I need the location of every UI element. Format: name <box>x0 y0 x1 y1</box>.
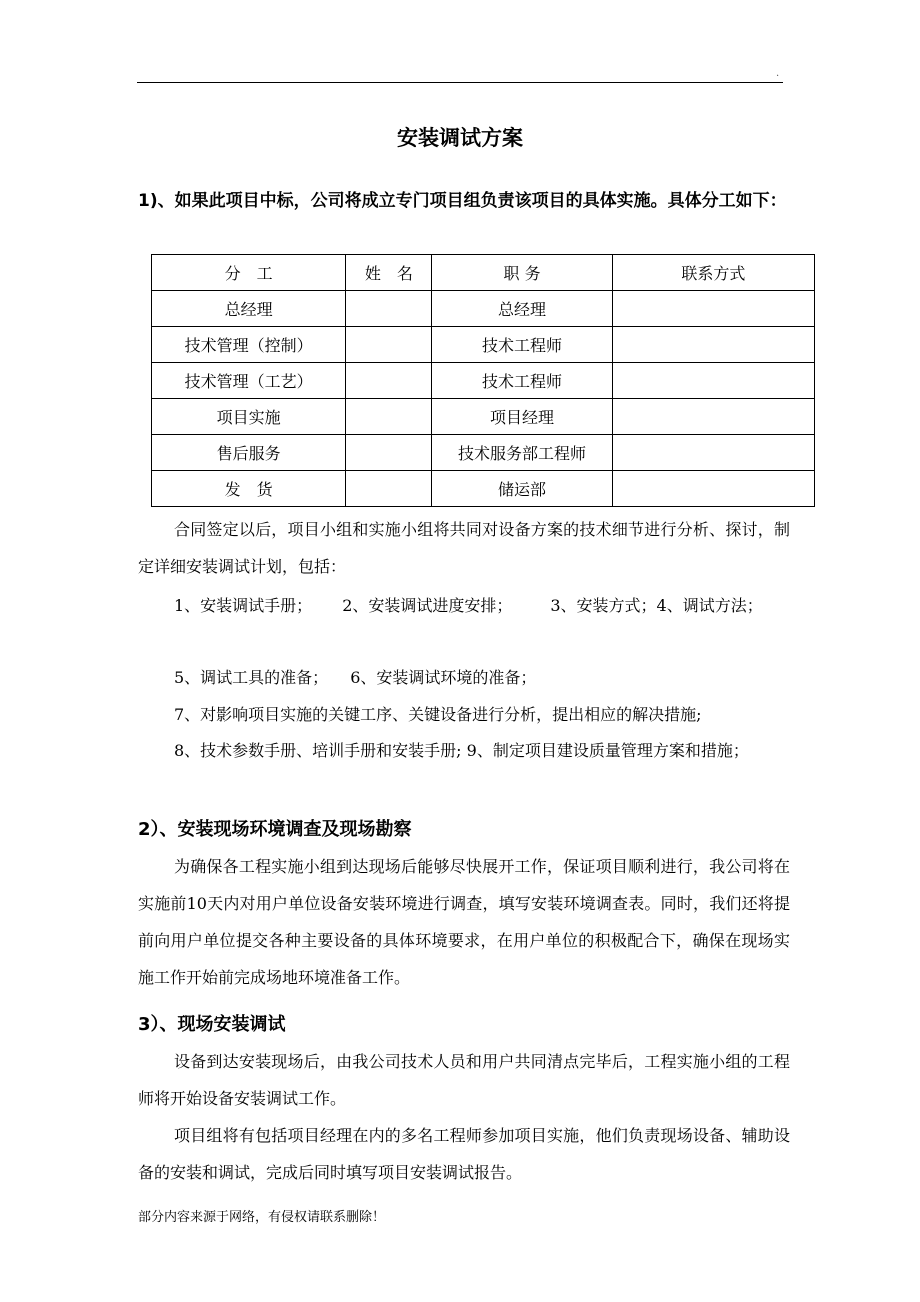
section3-paragraph-2: 项目组将有包括项目经理在内的多名工程师参加项目实施，他们负责现场设备、辅助设备的安装和调试，完成后同时填写项目安装调试报告。 <box>138 1126 790 1182</box>
staff-table <box>151 254 815 507</box>
cell-position: 技术工程师 <box>432 327 612 363</box>
section3-heading: 3）、现场安装调试 <box>138 1014 286 1035</box>
footer-note: 部分内容来源于网络，有侵权请联系删除！ <box>138 1210 386 1225</box>
cell-contact <box>612 363 814 399</box>
section3-paragraph-1: 设备到达安装现场后，由我公司技术人员和用户共同清点完毕后，工程实施小组的工程师将开始设备安装调试工作。 <box>138 1052 790 1108</box>
header-role: 分 工 <box>152 255 346 291</box>
table-row <box>152 327 815 363</box>
header-dot: . <box>776 68 780 79</box>
cell-role: 技术管理（控制） <box>152 327 346 363</box>
cell-contact <box>612 471 814 507</box>
section2-paragraph: 为确保各工程实施小组到达现场后能够尽快展开工作，保证项目顺利进行，我公司将在实施前10天内对用户单位设备安装环境进行调查，填写安装环境调查表。同时，我们还将提前向用户单位提交各种主要设备的具体环境要求，在用户单位的积极配合下，确保在现场实施工作开始前完成场地环境准备工作。 <box>138 857 790 987</box>
plan-item-7: 7、对影响项目实施的关键工序、关键设备进行分析，提出相应的解决措施; <box>174 705 702 724</box>
header-position: 职 务 <box>432 255 612 291</box>
table-row <box>152 471 815 507</box>
plan-item-2: 2、安装调试进度安排； <box>342 596 513 615</box>
plan-item-1: 1、安装调试手册； <box>174 596 313 615</box>
cell-contact <box>612 327 814 363</box>
table-row <box>152 363 815 399</box>
document-title: 安装调试方案 <box>397 126 523 150</box>
plan-items-1-4 <box>138 587 790 624</box>
section1-paragraph: 合同签定以后，项目小组和实施小组将共同对设备方案的技术细节进行分析、探讨，制定详细安装调试计划，包括： <box>138 520 790 576</box>
plan-items-8-9: 8、技术参数手册、培训手册和安装手册; 9、制定项目建设质量管理方案和措施； <box>174 741 749 760</box>
cell-role: 总经理 <box>152 291 346 327</box>
cell-position: 技术服务部工程师 <box>432 435 612 471</box>
cell-contact <box>612 435 814 471</box>
intro-paragraph: 1)、如果此项目中标，公司将成立专门项目组负责该项目的具体实施。具体分工如下： <box>138 191 787 211</box>
cell-position: 总经理 <box>432 291 612 327</box>
cell-role: 售后服务 <box>152 435 346 471</box>
table-header-row <box>152 255 815 291</box>
cell-name <box>346 471 432 507</box>
cell-name <box>346 399 432 435</box>
cell-position: 储运部 <box>432 471 612 507</box>
cell-name <box>346 435 432 471</box>
header-contact: 联系方式 <box>612 255 814 291</box>
plan-item-3-4: 3、安装方式；4、调试方法； <box>550 596 763 615</box>
cell-position: 技术工程师 <box>432 363 612 399</box>
section2-heading: 2）、安装现场环境调查及现场勘察 <box>138 819 412 840</box>
table-row <box>152 399 815 435</box>
plan-item-5: 5、调试工具的准备； <box>174 668 329 687</box>
table-row <box>152 291 815 327</box>
cell-position: 项目经理 <box>432 399 612 435</box>
table-row <box>152 435 815 471</box>
header-name: 姓 名 <box>346 255 432 291</box>
cell-name <box>346 327 432 363</box>
cell-role: 技术管理（工艺） <box>152 363 346 399</box>
header-rule <box>137 82 783 83</box>
cell-contact <box>612 399 814 435</box>
cell-role: 项目实施 <box>152 399 346 435</box>
cell-role: 发 货 <box>152 471 346 507</box>
plan-item-6: 6、安装调试环境的准备； <box>350 668 537 687</box>
cell-name <box>346 291 432 327</box>
plan-items-5-6 <box>138 659 790 696</box>
cell-contact <box>612 291 814 327</box>
cell-name <box>346 363 432 399</box>
